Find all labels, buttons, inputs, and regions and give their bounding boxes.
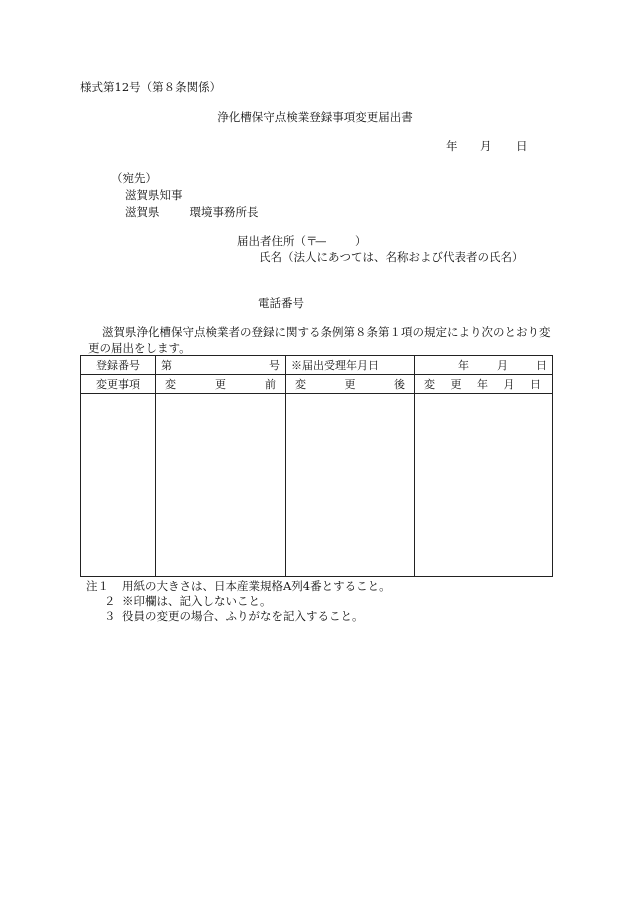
note-text: ※印欄は、記入しないこと。	[122, 594, 272, 608]
phone-label: 電話番号	[258, 296, 304, 310]
col-before-char: 前	[265, 378, 276, 391]
col-date-char: 更	[450, 378, 462, 391]
col-change-date	[415, 375, 553, 394]
notes	[86, 579, 391, 624]
date-year: 年	[446, 139, 458, 153]
col-date-char: 月	[503, 378, 515, 391]
after-cell[interactable]	[286, 394, 415, 577]
note-item	[86, 594, 391, 609]
col-before	[156, 375, 286, 394]
table-row	[81, 394, 553, 577]
note-number: 注１	[86, 579, 109, 593]
table-header-row	[81, 375, 553, 394]
note-text: 用紙の大きさは、日本産業規格A列4番とすること。	[122, 579, 391, 593]
date-line	[446, 139, 528, 153]
change-date-cell[interactable]	[415, 394, 553, 577]
col-before-char: 変	[165, 378, 176, 391]
col-after	[286, 375, 415, 394]
notifier-address	[237, 234, 367, 248]
registration-change-table	[80, 355, 553, 577]
addressee-governor: 滋賀県知事	[125, 188, 183, 202]
received-month: 月	[497, 359, 508, 372]
date-month: 月	[480, 139, 492, 153]
reg-no-go: 号	[269, 359, 280, 372]
col-before-char: 更	[215, 378, 226, 391]
reg-no-label: 登録番号	[81, 356, 156, 375]
document-title: 浄化槽保守点検業登録事項変更届出書	[217, 110, 413, 124]
date-day: 日	[516, 139, 528, 153]
addressee-office	[125, 205, 259, 219]
received-date-label: ※届出受理年月日	[286, 356, 415, 375]
received-year: 年	[458, 359, 469, 372]
col-change-item: 変更事項	[81, 375, 156, 394]
col-date-char: 変	[424, 378, 435, 391]
note-number: ３	[104, 609, 116, 623]
received-day: 日	[536, 359, 547, 372]
address-close-paren: ）	[355, 234, 367, 248]
col-after-char: 更	[344, 378, 356, 391]
note-text: 役員の変更の場合、ふりがなを記入すること。	[122, 609, 364, 623]
col-after-char: 後	[394, 378, 405, 391]
notifier-address-label: 届出者住所（〒	[237, 234, 318, 248]
addressee-prefecture: 滋賀県	[125, 205, 160, 219]
note-number: ２	[104, 594, 116, 608]
reg-no-cell[interactable]	[156, 356, 286, 375]
postal-dash: —	[315, 234, 327, 248]
change-item-cell[interactable]	[81, 394, 156, 577]
col-after-char: 変	[295, 378, 306, 391]
intro-paragraph: 滋賀県浄化槽保守点検業者の登録に関する条例第８条第１項の規定により次のとおり変更の届出をします。	[88, 325, 551, 355]
before-cell[interactable]	[156, 394, 286, 577]
notifier-name-label: 氏名（法人にあつては、名称および代表者の氏名）	[259, 250, 524, 264]
addressee-office-head: 環境事務所長	[189, 205, 259, 219]
table-row	[81, 356, 553, 375]
note-item	[86, 579, 391, 594]
received-date-cell	[415, 356, 553, 375]
form-number: 様式第12号（第８条関係）	[80, 80, 222, 94]
col-date-char: 年	[477, 378, 488, 391]
reg-no-dai: 第	[161, 359, 172, 372]
addressee-label: （宛先）	[111, 171, 157, 185]
col-date-char: 日	[530, 378, 541, 391]
note-item	[86, 609, 391, 624]
